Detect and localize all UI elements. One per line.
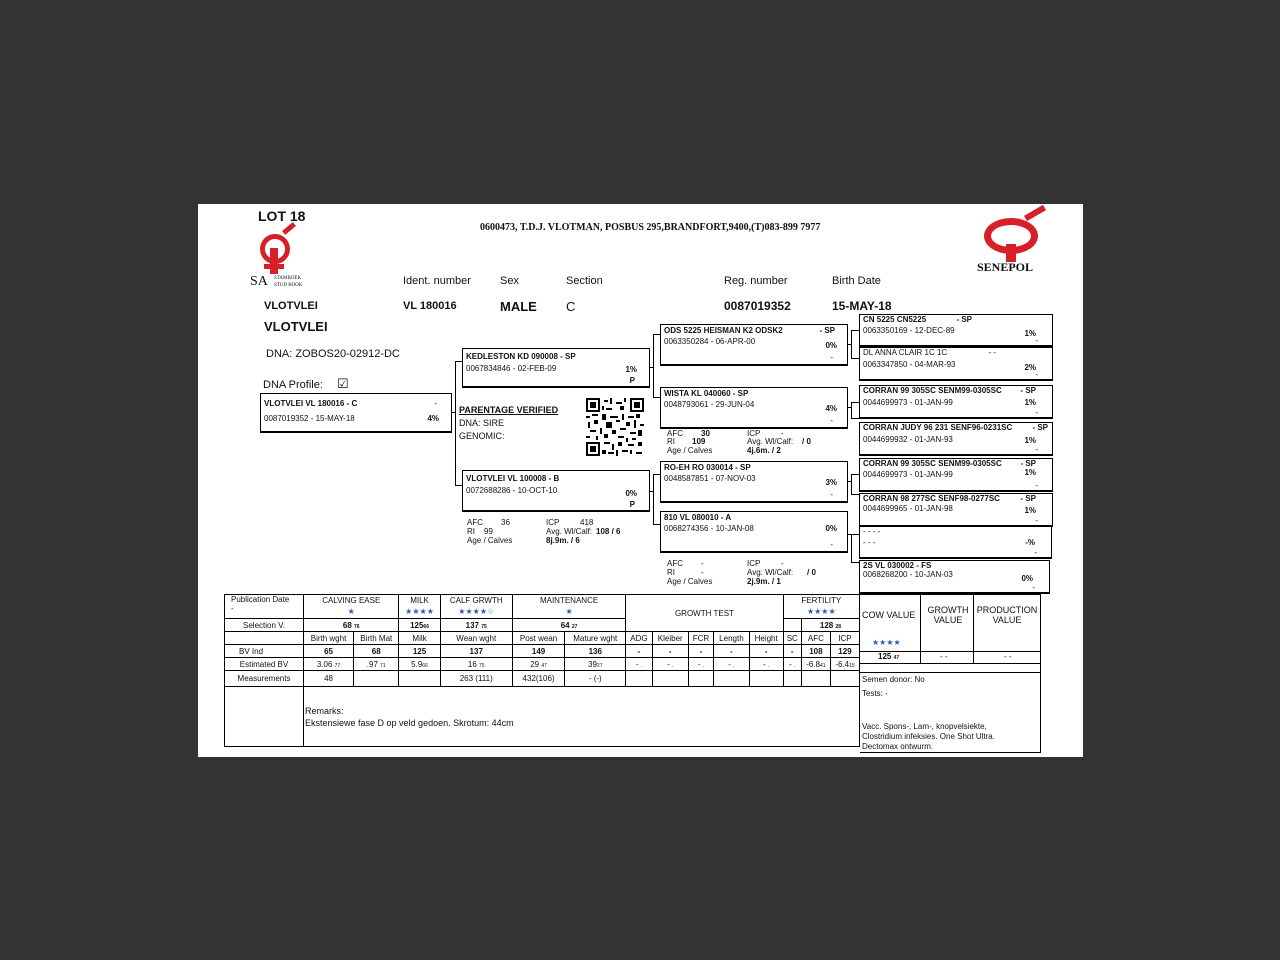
birth-label: Birth Date: [832, 275, 881, 287]
growth-value: - -: [940, 652, 948, 661]
great-grandparent-box: CORRAN 99 305SC SENM99-0305SC - SP 0044699973 - 01-JAN-99 1% -: [859, 385, 1053, 419]
lot-number: LOT 18: [258, 208, 306, 224]
star-rating: ★: [565, 607, 573, 616]
grandparent-box: 810 VL 080010 - A 0068274356 - 10-JAN-08 0% -: [660, 511, 848, 553]
star-rating: ★★★★☆: [458, 607, 495, 616]
parentage-dna: DNA: SIRE: [459, 418, 505, 428]
great-grandparent-box: - - - - - - - -% -: [859, 526, 1052, 559]
qr-code: [586, 398, 644, 456]
production-value: - -: [1004, 652, 1012, 661]
subject-box: VLOTVLEI VL 180016 - C - 0087019352 - 15-MAY-18 4%: [260, 393, 452, 433]
value-panel: COW VALUE GROWTH VALUE PRODUCTION VALUE ★★★★ 125 47 - - - - Semen donor: No Tests: - Vacc. Spons-, Lam-, knopvelsiekte, Clostridium infeksies. One Shot Ultra. Dectomax ontwurm.: [860, 594, 1041, 753]
star-rating: ★★★★: [806, 607, 836, 616]
grandparent-box: WISTA KL 040060 - SP 0048793061 - 29-JUN-04 4% -: [660, 387, 848, 429]
breeder-line: 0600473, T.D.J. VLOTMAN, POSBUS 295,BRANDFORT,9400,(T)083-899 7977: [480, 222, 821, 233]
ident-label: Ident. number: [403, 275, 471, 287]
sire-box: KEDLESTON KD 090008 - SP 0067834846 - 02-FEB-09 1% P: [462, 348, 650, 388]
reg-label: Reg. number: [724, 275, 788, 287]
great-grandparent-box: 2S VL 030002 - FS 0068268200 - 10-JAN-03 0% -: [859, 560, 1050, 594]
production-value-label: PRODUCTION VALUE: [976, 605, 1038, 625]
remarks-label: Remarks:: [305, 706, 344, 716]
great-grandparent-box: CORRAN 99 305SC SENM99-0305SC - SP 0044699973 - 01-JAN-99 1% -: [859, 458, 1053, 492]
ident-number: VL 180016: [403, 300, 457, 312]
section-label: Section: [566, 275, 603, 287]
dam-box: VLOTVLEI VL 100008 - B 0072688286 - 10-OCT-10 0% P: [462, 470, 650, 512]
great-grandparent-box: CN 5225 CN5225 - SP 0063350169 - 12-DEC-89 1% -: [859, 314, 1053, 347]
reg-number: 0087019352: [724, 299, 791, 313]
star-rating: ★★★★: [405, 607, 434, 616]
section-value: C: [566, 299, 576, 314]
sex-value: MALE: [500, 299, 537, 314]
star-rating: ★★★★: [872, 638, 901, 647]
parentage-genomic: GENOMIC:: [459, 431, 505, 441]
lot-card: LOT 18 0600473, T.D.J. VLOTMAN, POSBUS 295,BRANDFORT,9400,(T)083-899 7977 SA STAMBOEK STUD BOOK SENEPOL Ident. number Sex Section Reg. number Birth Date VLOTVLEI VL 180016 MALE C 0087019352 15-MAY-18 VLOTVLEI DNA: ZOBOS20-02912-DC DNA Profile: ☑ VLOTVLEI VL 180016 - C - 0087019352 - 15-MAY-18 4% PARENTAGE VERIFIED DNA: SIRE GENOMIC: KEDLESTON KD 090008 - SP 0067834846 - 02-FEB-09 1% P VLOTVLEI VL 100008 - B 0072688286 - 10-OCT-10 0% P AFC 36 RI 99 Age / Calves ICP 418 Avg. Wl/Calf: 108 / 6 8j.9m. / 6 ODS 5225 HEISMAN K2 ODSK2 - SP 0063350284 - 06-APR-00 0% - WISTA KL 040060 - SP 0048793061 - 29-JUN-04 4% - AFC 30 RI 109 Age / Calves ICP - Avg. Wl/Calf: / 0 4j.6m. / 2 RO-EH RO 030014 - SP 0048587851 - 07-NOV-03 3% - 810 VL 080010 - A 0068274356 - 10-JAN-08 0% - AFC - RI - Age / Calves ICP - Avg. Wl/Calf: / 0 2j.9m. / 1 CN 5225 CN5225 - SP 0063350169 - 12-DEC-89 1% - DL ANNA CLAIR 1C 1C - - 0063347850 - 04-MAR-93 2% - CORRAN 99 305SC SENM99-0305SC - SP 0044699973 - 01-JAN-99 1% - CORRAN JUDY 96 231 SENF96-0231SC - SP 0044699932 - 01-JAN-93 1% - CORRAN 99 305SC SENM99-0305SC - SP 0044699973 - 01-JAN-99 1% - CORRAN 98 277SC SENF98-0277SC - SP 0044699965 - 01-JAN-98 1% - - - - - - - - -% - 2S VL 030002 - FS 0068268200 - 10-JAN-03 0% - Publication Date - CALVING EASE ★ MILK ★★★★ CALF GRWTH ★★★★☆ MAINTENANCE ★ GROWTH TEST FERTILITY ★★★★ Selection V. 68 76 12566 137 75 64 27 128 28 Birth wght Birth Mat Milk Wean wght Post wean Mature wght ADG Kleiber FCR Length Height SC AFC ICP BV Ind 65 68 125 137 149 136 - - - - - - 108 129 Estimated BV 3.06 77 .97 71 5.966 16 75 29 47 3927 - . - . - . - . - . - . -6.841 -6.415 Measurements 48 263 (111) 432(106) - (-) Remarks: Ekstensiewe fase D op veld gedoen. Skrotum: 44cm COW VALUE GROWTH VALUE PRODUCTION VALUE ★★★★ 125 47 - - - - Semen donor: No Tests: - Vacc. Spons-, Lam-, knopvelsiekte, Clostridium infeksies. One Shot Ultra. Dectomax ontwurm.: [198, 204, 1083, 757]
great-grandparent-box: CORRAN 98 277SC SENF98-0277SC - SP 0044699965 - 01-JAN-98 1% -: [859, 493, 1053, 527]
star-rating: ★: [347, 607, 355, 616]
remarks-text: Ekstensiewe fase D op veld gedoen. Skrotum: 44cm: [305, 718, 514, 728]
dna-profile-label: DNA Profile:: [263, 379, 323, 391]
tests: Tests: -: [862, 689, 888, 698]
animal-name: VLOTVLEI: [264, 319, 328, 334]
parentage-title: PARENTAGE VERIFIED: [459, 405, 559, 415]
vaccinations: Vacc. Spons-, Lam-, knopvelsiekte, Clostridium infeksies. One Shot Ultra. Dectomax ontwurm.: [862, 722, 995, 751]
great-grandparent-box: DL ANNA CLAIR 1C 1C - - 0063347850 - 04-MAR-93 2% -: [859, 347, 1053, 381]
grandparent-box: RO-EH RO 030014 - SP 0048587851 - 07-NOV-03 3% -: [660, 461, 848, 503]
semen-donor: Semen donor: No: [862, 675, 925, 684]
dna-code: DNA: ZOBOS20-02912-DC: [266, 348, 400, 360]
cow-value-label: COW VALUE: [862, 610, 916, 620]
cow-value: 125: [878, 652, 892, 661]
grandparent-box: ODS 5225 HEISMAN K2 ODSK2 - SP 0063350284 - 06-APR-00 0% -: [660, 324, 848, 366]
great-grandparent-box: CORRAN JUDY 96 231 SENF96-0231SC - SP 0044699932 - 01-JAN-93 1% -: [859, 422, 1053, 456]
herd-name: VLOTVLEI: [264, 300, 318, 312]
performance-table: Publication Date - CALVING EASE ★ MILK ★★★★ CALF GRWTH ★★★★☆ MAINTENANCE ★ GROWTH TEST FERTILITY ★★★★ Selection V. 68 76 12566 137 75 64 27 128 28 Birth wght Birth Mat Milk Wean wght Post wean Mature wght ADG Kleiber FCR Length Height SC AFC ICP BV Ind 65 68 125 137 149 136 - - - - - - 108 129 Estimated BV 3.06 77 .97 71 5.966 16 75 29 47 3927 - . - . - . - . - . - . -6.841 -6.415 Measurements 48 263 (111) 432(106) - (-) Remarks: Ekstensiewe fase D op veld gedoen. Skrotum: 44cm: [224, 594, 860, 747]
growth-value-label: GROWTH VALUE: [927, 605, 969, 625]
sex-label: Sex: [500, 275, 519, 287]
birth-date: 15-MAY-18: [832, 299, 892, 313]
dna-profile-checkbox: ☑: [337, 376, 349, 391]
